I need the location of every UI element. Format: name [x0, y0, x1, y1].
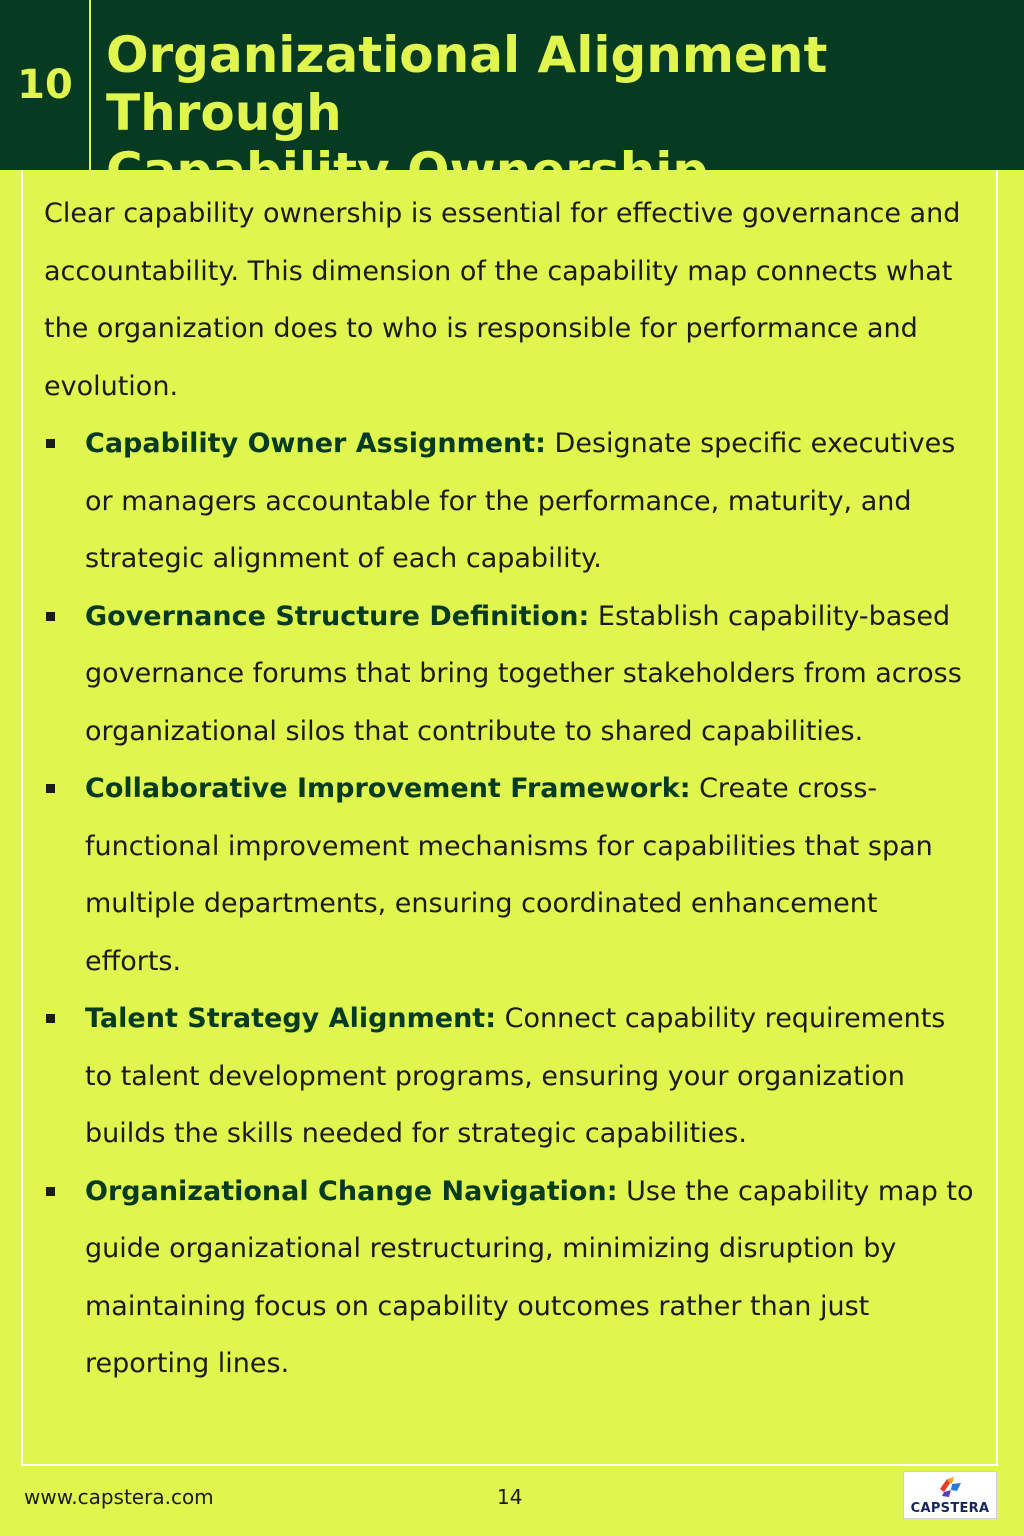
page-header	[0, 0, 1024, 200]
item-term: Governance Structure Definition:	[85, 600, 590, 632]
square-bullet-icon	[46, 1014, 55, 1023]
square-bullet-icon	[46, 439, 55, 448]
item-term: Collaborative Improvement Framework:	[85, 773, 691, 804]
square-bullet-icon	[46, 612, 55, 621]
intro-paragraph: Clear capability ownership is essential for effective governance and accountability. This dimension of the capability map connects what the organization does to who is responsible for performance and evolution.	[44, 198, 961, 402]
title-line-2: Capability Ownership	[106, 142, 709, 200]
content-body	[44, 185, 974, 1393]
page-number: 14	[497, 1485, 523, 1509]
list-item	[44, 1163, 974, 1393]
item-text: Create cross-functional improvement mechanisms for capabilities that span multiple departments, ensuring coordinated enhancement efforts.	[85, 773, 933, 977]
item-term: Capability Owner Assignment:	[85, 428, 546, 459]
item-text: Establish capability-based governance forums that bring together stakeholders from across organizational silos that contribute to shared capabilities.	[85, 600, 962, 747]
item-text: Connect capability requirements to talent development programs, ensuring your organization builds the skills needed for strategic capabilities.	[85, 1003, 946, 1149]
list-item	[44, 415, 974, 588]
title-line-1: Organizational Alignment Through	[106, 26, 828, 142]
list-item	[44, 588, 974, 761]
square-bullet-icon	[46, 1187, 55, 1196]
item-term: Organizational Change Navigation:	[85, 1175, 618, 1207]
list-item	[44, 990, 974, 1163]
square-bullet-icon	[46, 784, 55, 793]
item-text: Use the capability map to guide organizational restructuring, minimizing disruption by maintaining focus on capability outcomes rather than just reporting lines.	[85, 1175, 974, 1379]
logo-wordmark: CAPSTERA	[910, 1501, 990, 1516]
section-number: 10	[17, 62, 73, 108]
header-divider	[89, 0, 91, 170]
item-text: Designate specific executives or managers accountable for the performance, maturity, and strategic alignment of each capability.	[85, 428, 956, 574]
capstera-logo-icon	[937, 1475, 965, 1499]
item-term: Talent Strategy Alignment:	[85, 1003, 497, 1034]
item-list	[44, 415, 974, 1393]
list-item	[44, 760, 974, 990]
footer-website-link[interactable]: www.capstera.com	[24, 1485, 214, 1509]
capstera-logo	[903, 1471, 997, 1519]
